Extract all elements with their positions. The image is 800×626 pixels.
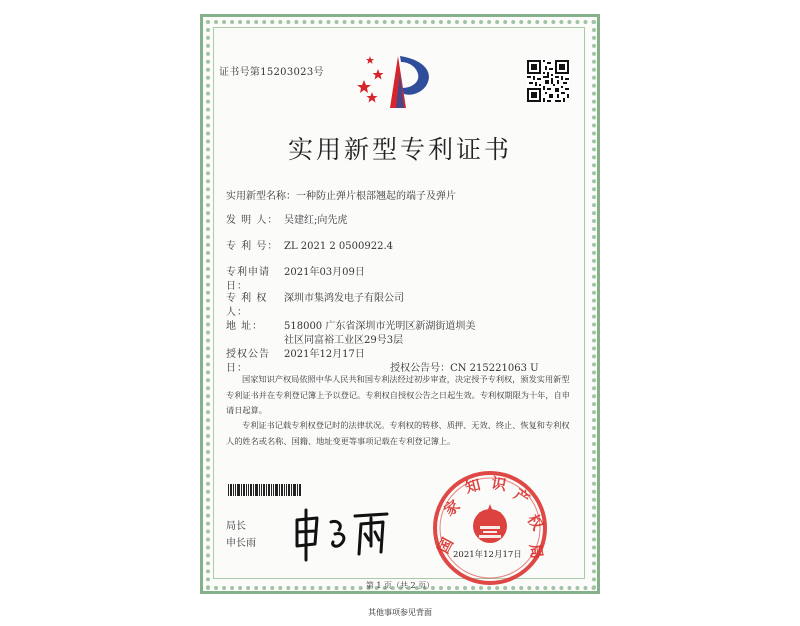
barcode <box>228 484 302 496</box>
grant-statement: 国家知识产权局依照中华人民共和国专利法经过初步审查，决定授予专利权，颁发实用新型专利证书并在专利登记簿上予以登记。专利权自授权公告之日起生效。专利权期限为十年，自申请日起算。 <box>226 374 570 415</box>
director-title: 局长 <box>226 521 246 532</box>
field-label: 专利申请日： <box>226 267 270 292</box>
field-label: 专 利 号： <box>226 241 279 252</box>
field-label: 发 明 人： <box>226 215 279 226</box>
field-value: 深圳市集鸿发电子有限公司 <box>284 293 404 304</box>
field-label: 地 址： <box>226 321 264 332</box>
publication-number-label: 授权公告号： <box>390 363 451 374</box>
seal-date: 2021年12月17日 <box>453 550 522 560</box>
seal-char: 家 <box>440 496 464 520</box>
seal-char: 识 <box>489 473 508 495</box>
field-inventors <box>226 214 528 228</box>
director-signature <box>291 506 397 562</box>
seal-char: 国 <box>434 534 458 557</box>
field-application-date <box>226 266 528 294</box>
field-value: ZL 2021 2 0500922.4 <box>284 241 394 252</box>
footnote: 其他事项参见背面 <box>368 608 432 617</box>
field-patent-number <box>226 240 528 254</box>
publication-number: CN 215221063 U <box>450 363 539 374</box>
field-value: 吴建红;向先虎 <box>284 215 348 226</box>
seal-char: 局 <box>525 542 546 560</box>
qr-code <box>527 60 569 102</box>
field-value: 一种防止弹片根部翘起的端子及弹片 <box>296 191 456 202</box>
field-value: 2021年12月17日 <box>284 349 365 360</box>
field-patentee <box>226 292 528 320</box>
field-value: 2021年03月09日 <box>284 267 365 278</box>
field-label: 授权公告日： <box>226 349 270 374</box>
legal-status-note: 专利证书记载专利权登记时的法律状况。专利权的转移、质押、无效、终止、恢复和专利权人的姓名或名称、国籍、地址变更等事项记载在专利登记簿上。 <box>226 420 570 446</box>
field-utility-model-name <box>226 190 540 204</box>
director-name: 申长雨 <box>226 538 256 549</box>
seal-char: 产 <box>510 485 534 509</box>
seal-char: 权 <box>523 511 547 534</box>
certificate-title: 实用新型专利证书 <box>287 135 512 164</box>
certificate-number: 证书号第15203023号 <box>219 67 324 78</box>
page-number: 第 1 页（共 2 页） <box>365 581 435 590</box>
patent-office-emblem-icon <box>356 52 440 112</box>
field-value: 518000 广东省深圳市光明区新湖街道圳美社区同富裕工业区29号3层 <box>284 321 476 346</box>
field-address <box>226 320 484 348</box>
field-label: 专 利 权 人： <box>226 293 268 318</box>
field-label: 实用新型名称： <box>226 191 296 202</box>
official-seal-icon <box>430 468 550 588</box>
seal-char: 知 <box>463 475 483 497</box>
